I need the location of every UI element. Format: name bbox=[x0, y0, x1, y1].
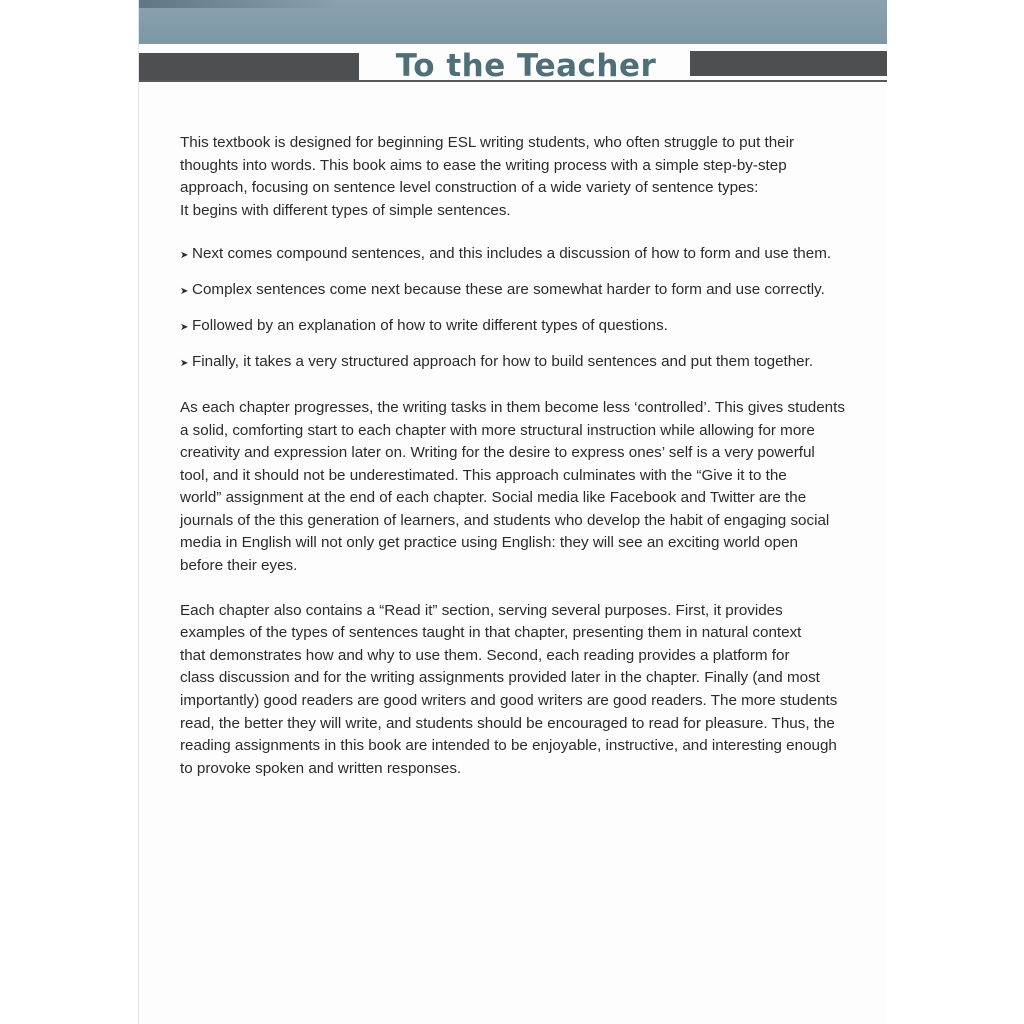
arrowhead-bullet-icon: ➤ bbox=[180, 322, 189, 334]
body-text bbox=[180, 132, 848, 802]
list-item-text: Complex sentences come next because these are somewhat harder to form and use correctly. bbox=[192, 281, 825, 299]
list-item bbox=[180, 351, 848, 376]
paragraph-line: As each chapter progresses, the writing tasks in them become less ‘controlled’. This gives students bbox=[180, 398, 845, 416]
paragraph-line: creativity and expression later on. Writing for the desire to express ones’ self is a very powerful bbox=[180, 444, 815, 462]
page-title: To the Teacher bbox=[395, 48, 657, 84]
paragraph-line: reading assignments in this book are intended to be enjoyable, instructive, and interesting enough bbox=[180, 737, 837, 755]
list-item bbox=[180, 315, 848, 340]
paragraph-line: read, the better they will write, and students should be encouraged to read for pleasure. Thus, the bbox=[180, 714, 835, 732]
paragraph-line: importantly) good readers are good writers and good writers are good readers. The more students bbox=[180, 692, 838, 710]
paragraph-line: journals of the this generation of learners, and students who develop the habit of engaging social bbox=[180, 511, 830, 529]
list-item-text: Followed by an explanation of how to write different types of questions. bbox=[192, 317, 668, 335]
intro-line: approach, focusing on sentence level construction of a wide variety of sentence types: bbox=[180, 179, 759, 197]
title-bar-left bbox=[139, 53, 359, 81]
header-color-band bbox=[139, 0, 887, 44]
intro-paragraph bbox=[180, 132, 848, 222]
title-bar-right bbox=[690, 51, 887, 76]
paragraph-line: before their eyes. bbox=[180, 557, 298, 575]
paragraph-line: media in English will not only get practice using English: they will see an exciting world open bbox=[180, 534, 798, 552]
intro-line: This textbook is designed for beginning ESL writing students, who often struggle to put their bbox=[180, 134, 795, 151]
arrowhead-bullet-icon: ➤ bbox=[180, 286, 189, 298]
paragraph-line: a solid, comforting start to each chapter with more structural instruction while allowing for more bbox=[180, 421, 815, 439]
paragraph-line: class discussion and for the writing assignments provided later in the chapter. Finally (and most bbox=[180, 669, 820, 687]
list-item bbox=[180, 279, 848, 304]
intro-line: thoughts into words. This book aims to ease the writing process with a simple step-by-step bbox=[180, 156, 787, 174]
paragraph-line: Each chapter also contains a “Read it” section, serving several purposes. First, it provides bbox=[180, 601, 783, 619]
chapter-progression-paragraph bbox=[180, 397, 848, 578]
intro-line: It begins with different types of simple sentences. bbox=[180, 201, 511, 219]
read-it-paragraph bbox=[180, 600, 848, 781]
paragraph-line: world” assignment at the end of each chapter. Social media like Facebook and Twitter are the bbox=[180, 489, 807, 507]
paragraph-line: tool, and it should not be underestimated. This approach culminates with the “Give it to the bbox=[180, 466, 787, 484]
list-item-text: Finally, it takes a very structured approach for how to build sentences and put them together. bbox=[192, 353, 814, 371]
document-page bbox=[138, 0, 886, 1024]
paragraph-line: that demonstrates how and why to use them. Second, each reading provides a platform for bbox=[180, 646, 790, 664]
arrowhead-bullet-icon: ➤ bbox=[180, 250, 189, 262]
list-item bbox=[180, 243, 848, 268]
paragraph-line: to provoke spoken and written responses. bbox=[180, 759, 462, 777]
arrowhead-bullet-icon: ➤ bbox=[180, 358, 189, 370]
list-item-text: Next comes compound sentences, and this includes a discussion of how to form and use them. bbox=[192, 245, 832, 263]
sentence-type-list bbox=[180, 243, 848, 376]
paragraph-line: examples of the types of sentences taught in that chapter, presenting them in natural context bbox=[180, 624, 802, 642]
header-band-shade bbox=[139, 0, 339, 8]
